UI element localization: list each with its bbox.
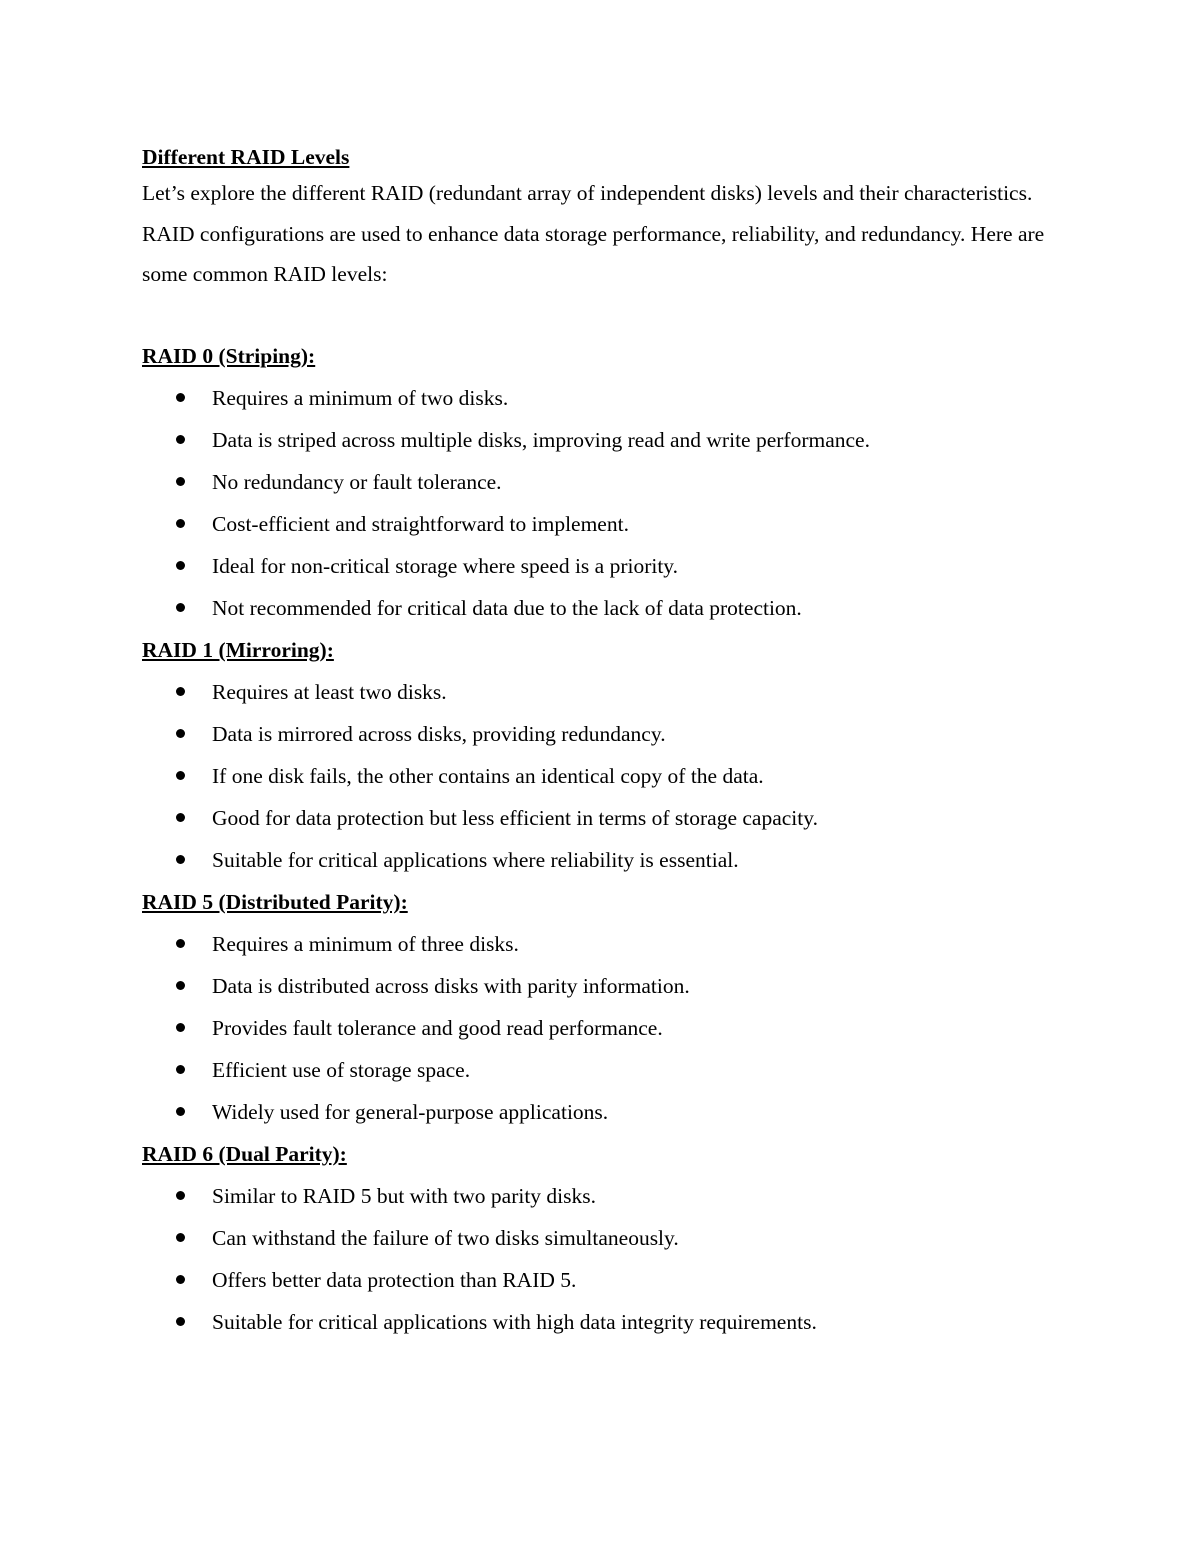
bullet-icon [176, 939, 185, 948]
section-heading: RAID 6 (Dual Parity): [142, 1141, 347, 1166]
list-item [142, 671, 1062, 713]
list-item [142, 377, 1062, 419]
section-raid-1 [142, 629, 1062, 881]
bullet-icon [176, 1023, 185, 1032]
list-item-text: Data is striped across multiple disks, improving read and write performance. [212, 427, 870, 452]
list-item [142, 797, 1062, 839]
list-item [142, 461, 1062, 503]
bullet-icon [176, 1065, 185, 1074]
list-item-text: No redundancy or fault tolerance. [212, 469, 502, 494]
list-item-text: Cost-efficient and straightforward to implement. [212, 511, 629, 536]
list-item-text: Good for data protection but less efficient in terms of storage capacity. [212, 805, 818, 830]
list-item [142, 923, 1062, 965]
bullet-icon [176, 813, 185, 822]
section-heading: RAID 1 (Mirroring): [142, 637, 334, 662]
bullet-icon [176, 1275, 185, 1284]
intro-paragraph: Let’s explore the different RAID (redundant array of independent disks) levels and their characteristics. RAID configurations are used to enhance data storage performance, reliability, and redundancy. Here are some common RAID levels: [142, 181, 1045, 286]
list-item [142, 713, 1062, 755]
list-item [142, 1217, 1062, 1259]
list-item-text: Suitable for critical applications where reliability is essential. [212, 847, 739, 872]
document-page [142, 141, 1062, 1343]
section-raid-0 [142, 335, 1062, 629]
bullet-list [142, 671, 1062, 881]
bullet-icon [176, 435, 185, 444]
bullet-icon [176, 687, 185, 696]
list-item-text: Provides fault tolerance and good read performance. [212, 1015, 663, 1040]
list-item [142, 1007, 1062, 1049]
bullet-icon [176, 393, 185, 402]
list-item [142, 419, 1062, 461]
bullet-icon [176, 1191, 185, 1200]
bullet-icon [176, 855, 185, 864]
section-heading: RAID 0 (Striping): [142, 343, 316, 368]
section-raid-6 [142, 1133, 1062, 1343]
document-title: Different RAID Levels [142, 145, 350, 169]
bullet-icon [176, 477, 185, 486]
list-item-text: Offers better data protection than RAID 5. [212, 1267, 577, 1292]
list-item-text: Widely used for general-purpose applications. [212, 1099, 609, 1124]
list-item [142, 503, 1062, 545]
bullet-icon [176, 603, 185, 612]
list-item [142, 587, 1062, 629]
bullet-icon [176, 729, 185, 738]
section-raid-5 [142, 881, 1062, 1133]
list-item-text: If one disk fails, the other contains an identical copy of the data. [212, 763, 764, 788]
paragraph-spacer [142, 295, 1062, 335]
list-item-text: Not recommended for critical data due to the lack of data protection. [212, 595, 802, 620]
section-heading: RAID 5 (Distributed Parity): [142, 889, 408, 914]
list-item [142, 965, 1062, 1007]
list-item [142, 755, 1062, 797]
list-item-text: Efficient use of storage space. [212, 1057, 471, 1082]
list-item [142, 545, 1062, 587]
list-item [142, 1091, 1062, 1133]
list-item-text: Ideal for non-critical storage where speed is a priority. [212, 553, 679, 578]
bullet-icon [176, 771, 185, 780]
bullet-icon [176, 981, 185, 990]
list-item-text: Data is mirrored across disks, providing redundancy. [212, 721, 666, 746]
list-item-text: Requires at least two disks. [212, 679, 447, 704]
list-item [142, 1259, 1062, 1301]
list-item-text: Similar to RAID 5 but with two parity disks. [212, 1183, 597, 1208]
bullet-icon [176, 561, 185, 570]
bullet-icon [176, 1317, 185, 1326]
list-item [142, 1049, 1062, 1091]
list-item-text: Requires a minimum of three disks. [212, 931, 519, 956]
list-item [142, 1175, 1062, 1217]
list-item [142, 839, 1062, 881]
list-item-text: Data is distributed across disks with parity information. [212, 973, 690, 998]
bullet-list [142, 1175, 1062, 1343]
bullet-icon [176, 1233, 185, 1242]
list-item-text: Requires a minimum of two disks. [212, 385, 509, 410]
bullet-list [142, 923, 1062, 1133]
bullet-icon [176, 519, 185, 528]
bullet-list [142, 377, 1062, 629]
list-item-text: Can withstand the failure of two disks simultaneously. [212, 1225, 679, 1250]
list-item-text: Suitable for critical applications with high data integrity requirements. [212, 1309, 817, 1334]
bullet-icon [176, 1107, 185, 1116]
list-item [142, 1301, 1062, 1343]
